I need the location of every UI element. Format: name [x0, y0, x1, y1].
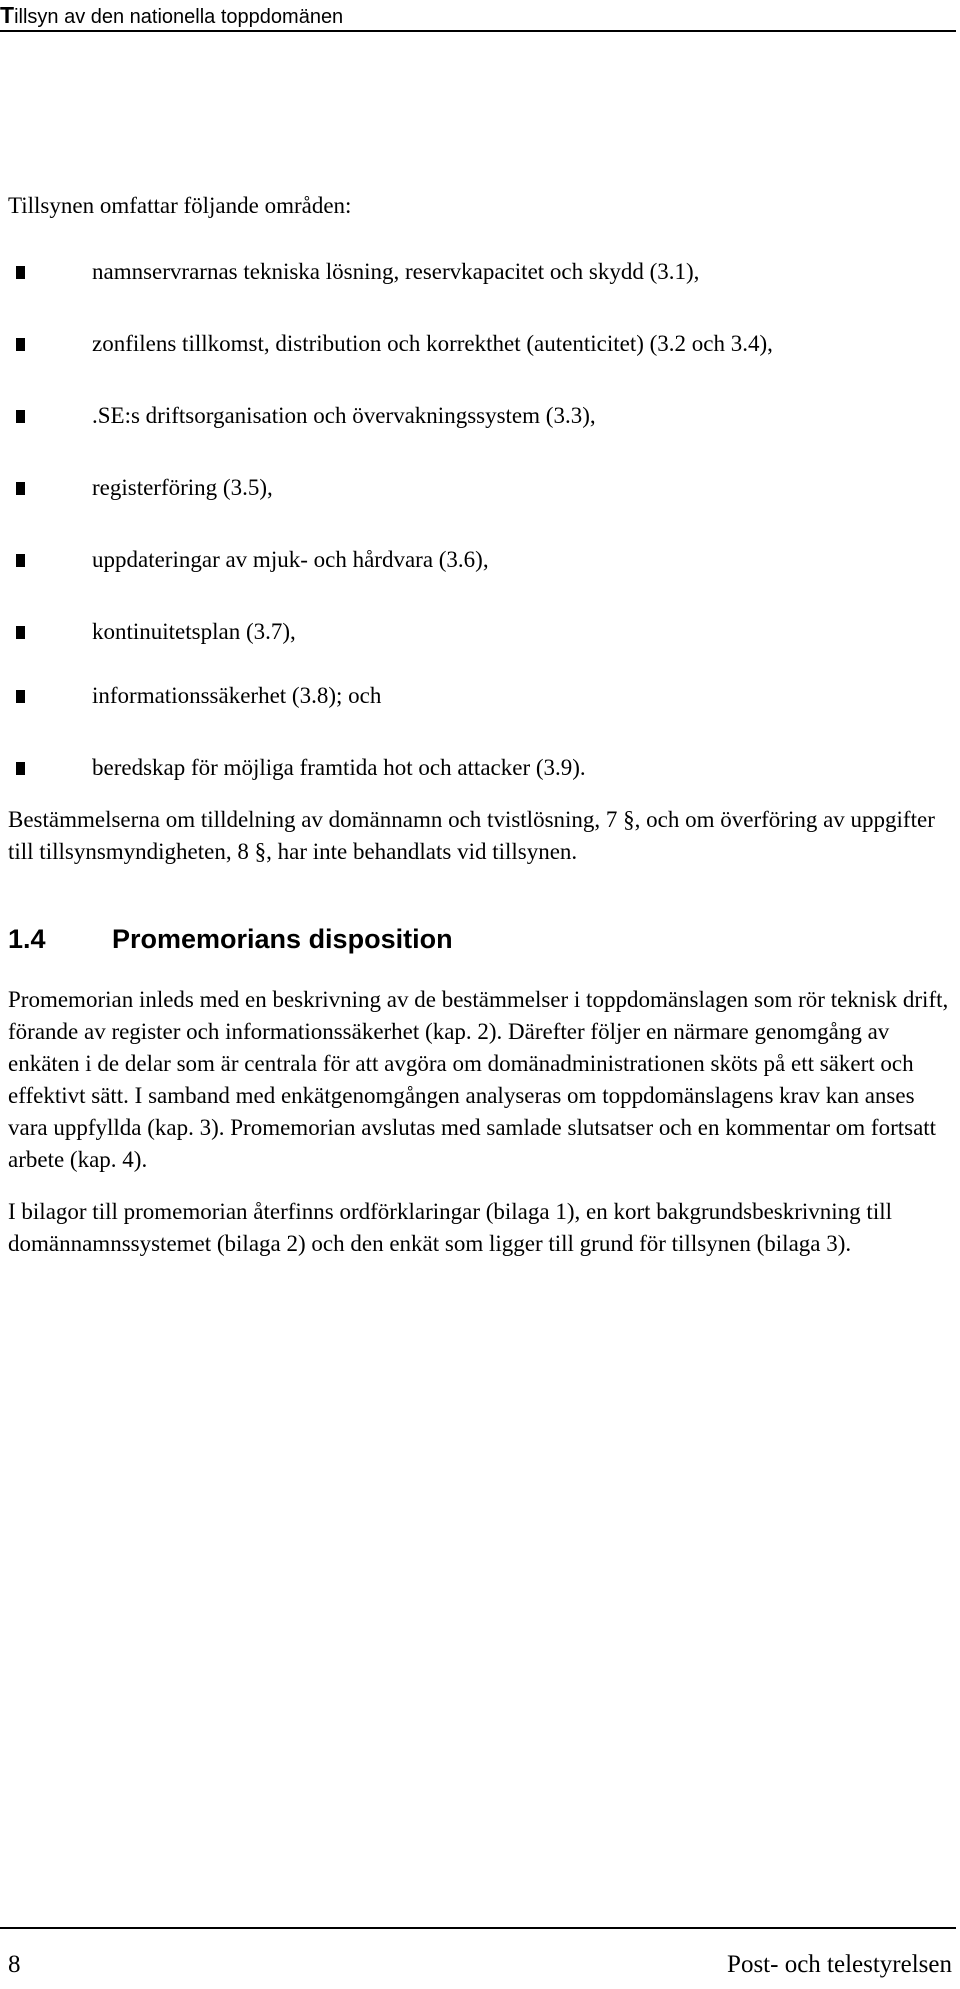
list-item: kontinuitetsplan (3.7), [8, 616, 953, 648]
square-bullet-icon [16, 410, 25, 423]
list-item: informationssäkerhet (3.8); och [8, 680, 953, 712]
list-item: beredskap för möjliga framtida hot och attacker (3.9). [8, 752, 953, 784]
header-initial: T [0, 2, 15, 28]
section-title: Promemorians disposition [112, 924, 453, 954]
intro-text: Tillsynen omfattar följande områden: [8, 193, 352, 218]
square-bullet-icon [16, 762, 25, 775]
publisher-name: Post- och telestyrelsen [727, 1951, 952, 1978]
list-item: uppdateringar av mjuk- och hårdvara (3.6), [8, 544, 953, 576]
running-header [0, 0, 956, 32]
header-title: illsyn av den nationella toppdomänen [14, 6, 344, 28]
appendices-paragraph: I bilagor till promemorian återfinns ordförklaringar (bilaga 1), en kort bakgrundsbeskrivning till domännamnssystemet (bilaga 2) och den enkät som ligger till grund för tillsynen (bilaga 3). [8, 1199, 892, 1256]
list-item: .SE:s driftsorganisation och övervakningssystem (3.3), [8, 400, 953, 432]
disposition-paragraph: Promemorian inleds med en beskrivning av de bestämmelser i toppdomänslagen som rör teknisk drift, förande av register och informationssäkerhet (kap. 2). Därefter följer en närmare genomgång av enkäten i de delar som är centrala för att avgöra om domänadministrationen sköts på ett säkert och effektivt sätt. I samband med enkätgenomgången analyseras om toppdomänslagens krav kan anses vara uppfyllda (kap. 3). Promemorian avslutas med samlade slutsatser och en kommentar om fortsatt arbete (kap. 4). [8, 987, 949, 1172]
square-bullet-icon [16, 690, 25, 703]
section-heading [8, 922, 953, 956]
provisions-paragraph: Bestämmelserna om tilldelning av domännamn och tvistlösning, 7 §, och om överföring av uppgifter till tillsynsmyndigheten, 8 §, har inte behandlats vid tillsynen. [8, 807, 935, 864]
page-footer [0, 1927, 956, 1989]
supervision-areas-list [8, 256, 953, 784]
list-item: zonfilens tillkomst, distribution och korrekthet (autenticitet) (3.2 och 3.4), [8, 328, 953, 360]
page-number: 8 [8, 1951, 21, 1978]
square-bullet-icon [16, 482, 25, 495]
list-item: namnservrarnas tekniska lösning, reservkapacitet och skydd (3.1), [8, 256, 953, 288]
square-bullet-icon [16, 266, 25, 279]
square-bullet-icon [16, 554, 25, 567]
square-bullet-icon [16, 626, 25, 639]
section-number: 1.4 [8, 924, 46, 954]
list-item: registerföring (3.5), [8, 472, 953, 504]
square-bullet-icon [16, 338, 25, 351]
page-content [8, 190, 953, 1260]
